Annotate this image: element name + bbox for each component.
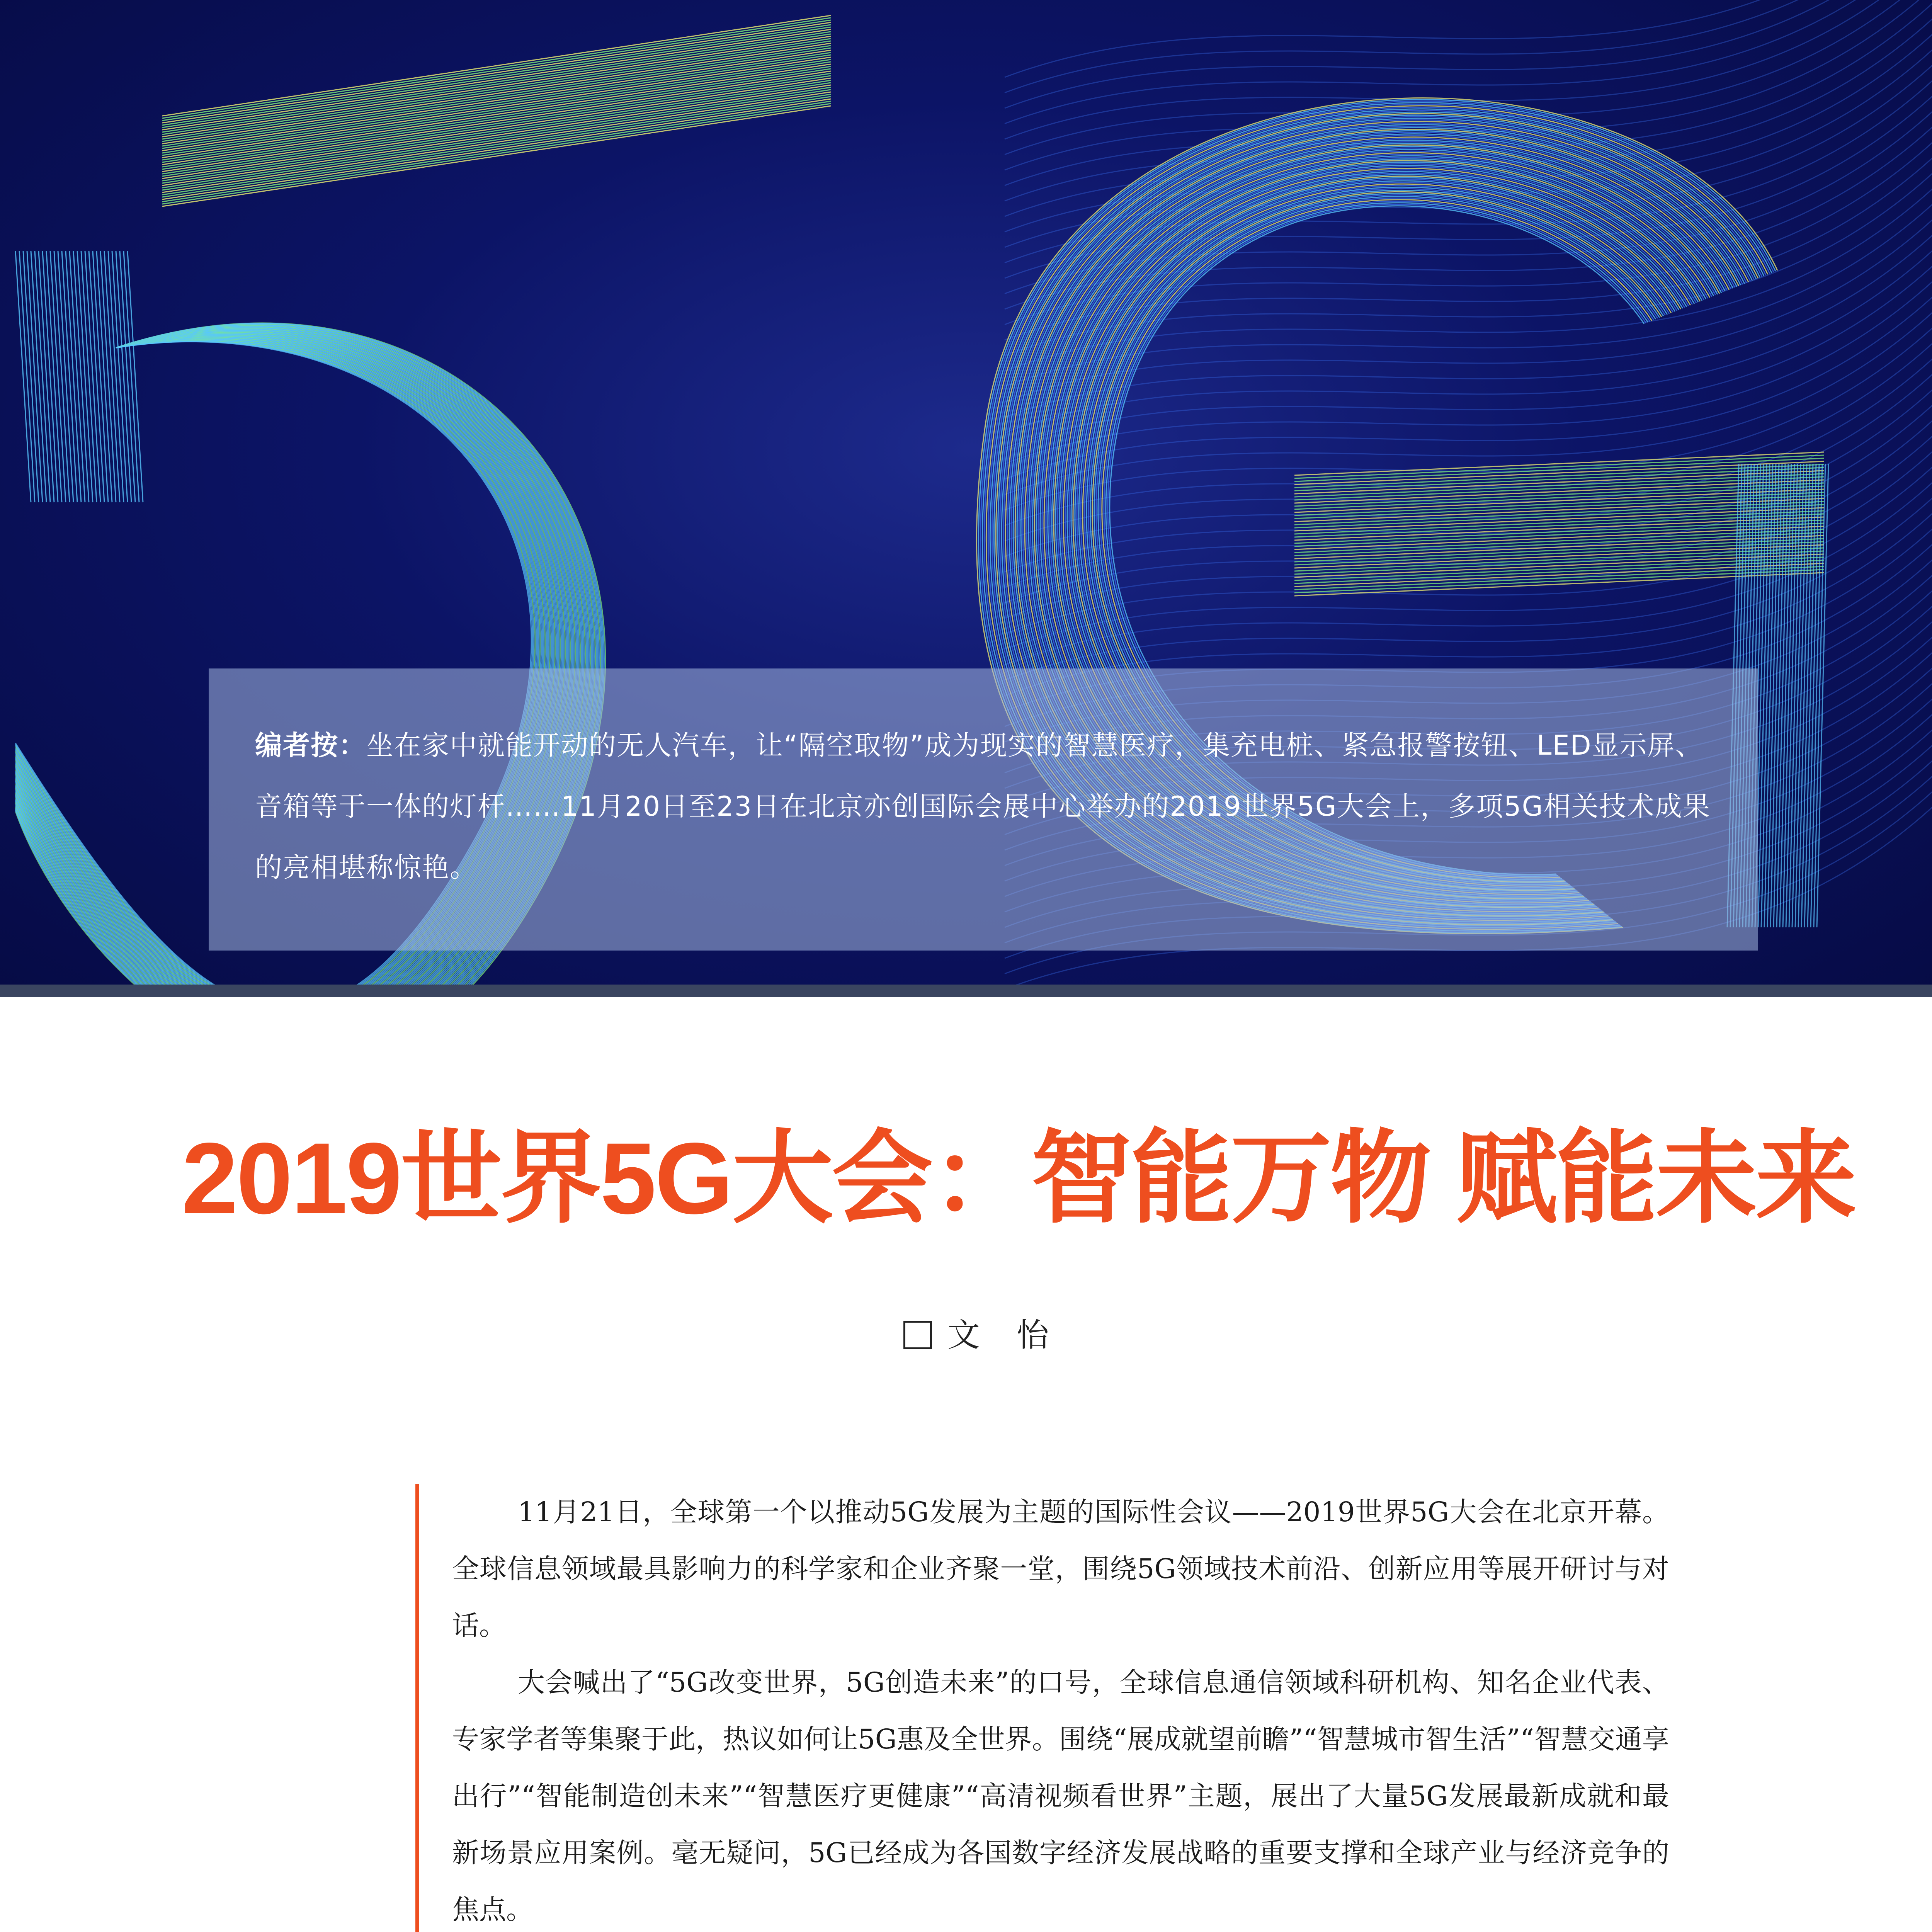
hero-bottom-strip	[0, 985, 1932, 997]
editor-note-label: 编者按：	[255, 730, 366, 761]
intro-accent-bar	[415, 1484, 419, 1932]
byline-box-icon	[903, 1321, 932, 1349]
intro-block	[452, 1484, 1669, 1932]
intro-paragraph: 11月21日，全球第一个以推动5G发展为主题的国际性会议——2019世界5G大会在北京开幕。全球信息领域最具影响力的科学家和企业齐聚一堂，围绕5G领域技术前沿、创新应用等展开研讨与对话。	[452, 1496, 1669, 1641]
editor-note-text: 坐在家中就能开动的无人汽车，让“隔空取物”成为现实的智慧医疗，集充电桩、紧急报警按钮、LED显示屏、音箱等于一体的灯杆……11月20日至23日在北京亦创国际会展中心举办的2019世界5G大会上，多项5G相关技术成果的亮相堪称惊艳。	[255, 730, 1711, 883]
intro-paragraph: 大会喊出了“5G改变世界，5G创造未来”的口号，全球信息通信领域科研机构、知名企业代表、专家学者等集聚于此，热议如何让5G惠及全世界。围绕“展成就望前瞻”“智慧城市智生活”“智慧交通享出行”“智能制造创未来”“智慧医疗更健康”“高清视频看世界”主题，展出了大量5G发展最新成就和最新场景应用案例。毫无疑问，5G已经成为各国数字经济发展战略的重要支撑和全球产业与经济竞争的焦点。	[452, 1667, 1669, 1925]
article-title: 2019世界5G大会：智能万物 赋能未来	[182, 1122, 1855, 1235]
author-name: 文 怡	[947, 1316, 1062, 1354]
editor-note-box	[209, 668, 1758, 951]
byline	[903, 1316, 1062, 1354]
editor-note	[255, 715, 1723, 898]
